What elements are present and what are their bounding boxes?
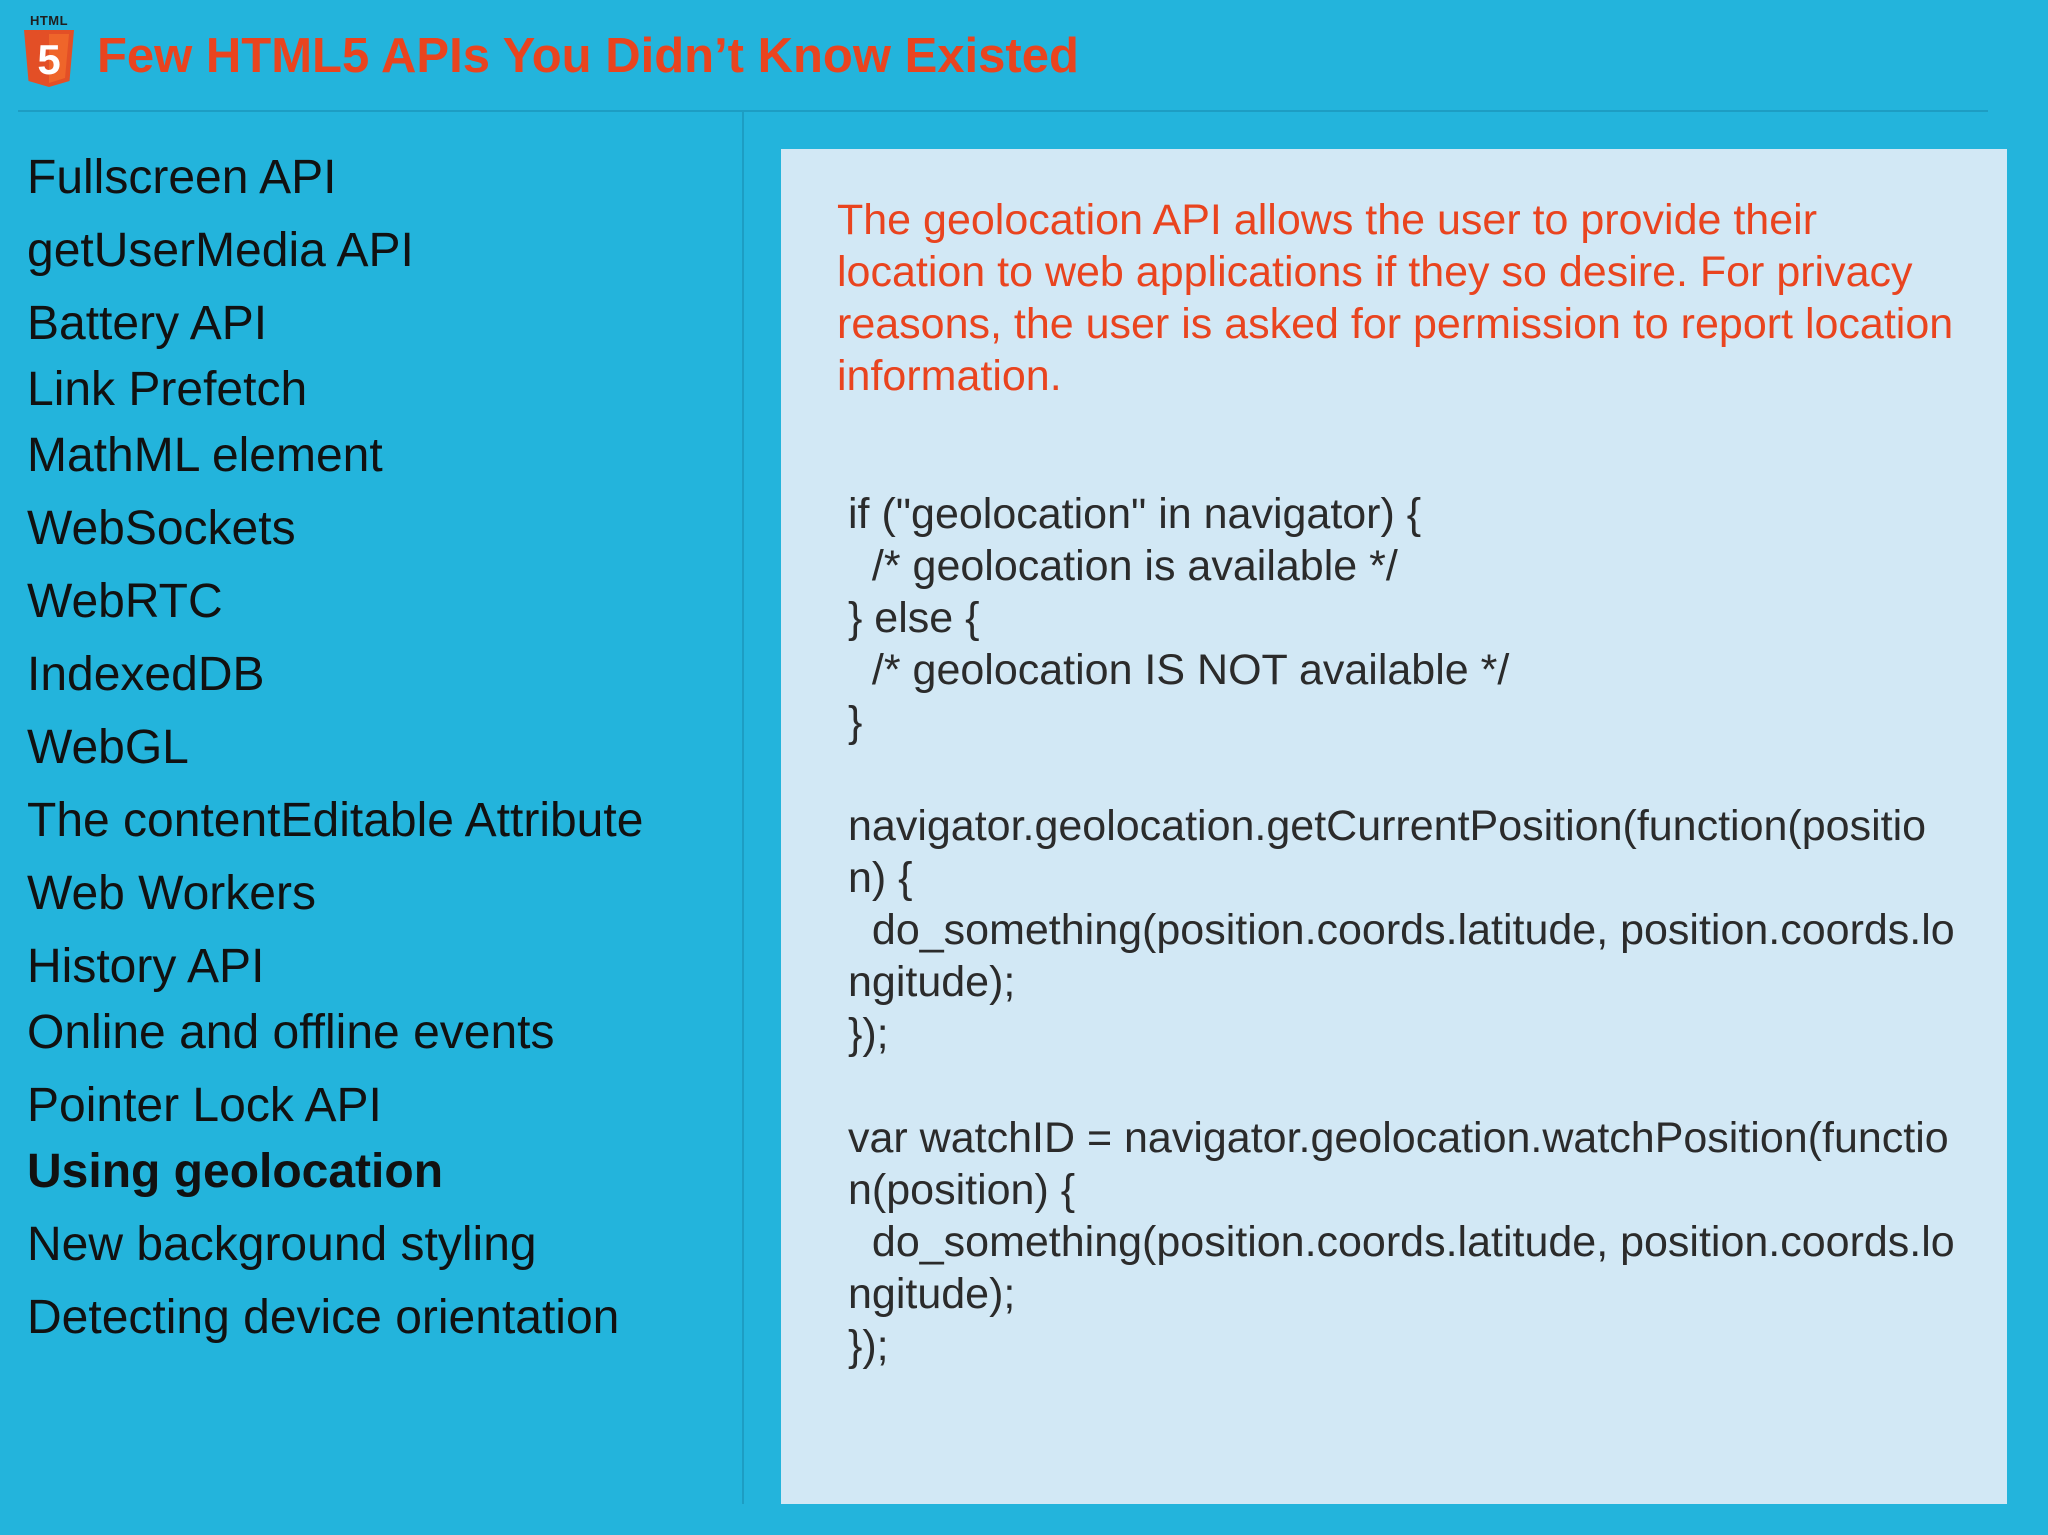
slide-header <box>0 0 2048 112</box>
topic-item: Battery API <box>27 297 268 350</box>
topic-item: Link Prefetch <box>27 363 308 416</box>
column-divider <box>742 112 744 1504</box>
topic-item: Detecting device orientation <box>27 1291 620 1344</box>
topic-item: Fullscreen API <box>27 151 337 204</box>
html5-logo <box>22 14 76 92</box>
topic-item: The contentEditable Attribute <box>27 794 644 847</box>
logo-digit: 5 <box>37 36 61 83</box>
topic-item: getUserMedia API <box>27 224 414 277</box>
topic-item: WebRTC <box>27 575 223 628</box>
topic-item-active: Using geolocation <box>27 1145 444 1198</box>
geolocation-description: The geolocation API allows the user to provide their location to web applications if they so desire. For privacy reasons, the user is asked for permission to report location information. <box>837 196 1954 400</box>
topic-item: MathML element <box>27 429 383 482</box>
html5-shield-icon <box>24 30 74 90</box>
header-divider <box>18 110 1988 112</box>
topic-item: WebSockets <box>27 502 296 555</box>
topic-item: Pointer Lock API <box>27 1079 382 1132</box>
slide-title: Few HTML5 APIs You Didn’t Know Existed <box>97 29 1079 83</box>
logo-caption: HTML <box>29 13 69 28</box>
topic-item: WebGL <box>27 721 189 774</box>
topic-item: IndexedDB <box>27 648 265 701</box>
topic-item: New background styling <box>27 1218 537 1271</box>
content-panel <box>781 149 2007 1504</box>
topic-item: Web Workers <box>27 867 316 920</box>
topic-item: Online and offline events <box>27 1006 555 1059</box>
code-sample: if ("geolocation" in navigator) { /* geolocation is available */ } else { /* geolocation IS NOT available */ } navigator.geolocation.getCurrentPosition(function(position) { do_something(position.coords.latitude, position.coords.longitude); }); var watchID = navigator.geolocation.watchPosition(function(position) { do_something(position.coords.latitude, position.coords.longitude); }); <box>848 490 1955 1370</box>
topic-item: History API <box>27 940 265 993</box>
